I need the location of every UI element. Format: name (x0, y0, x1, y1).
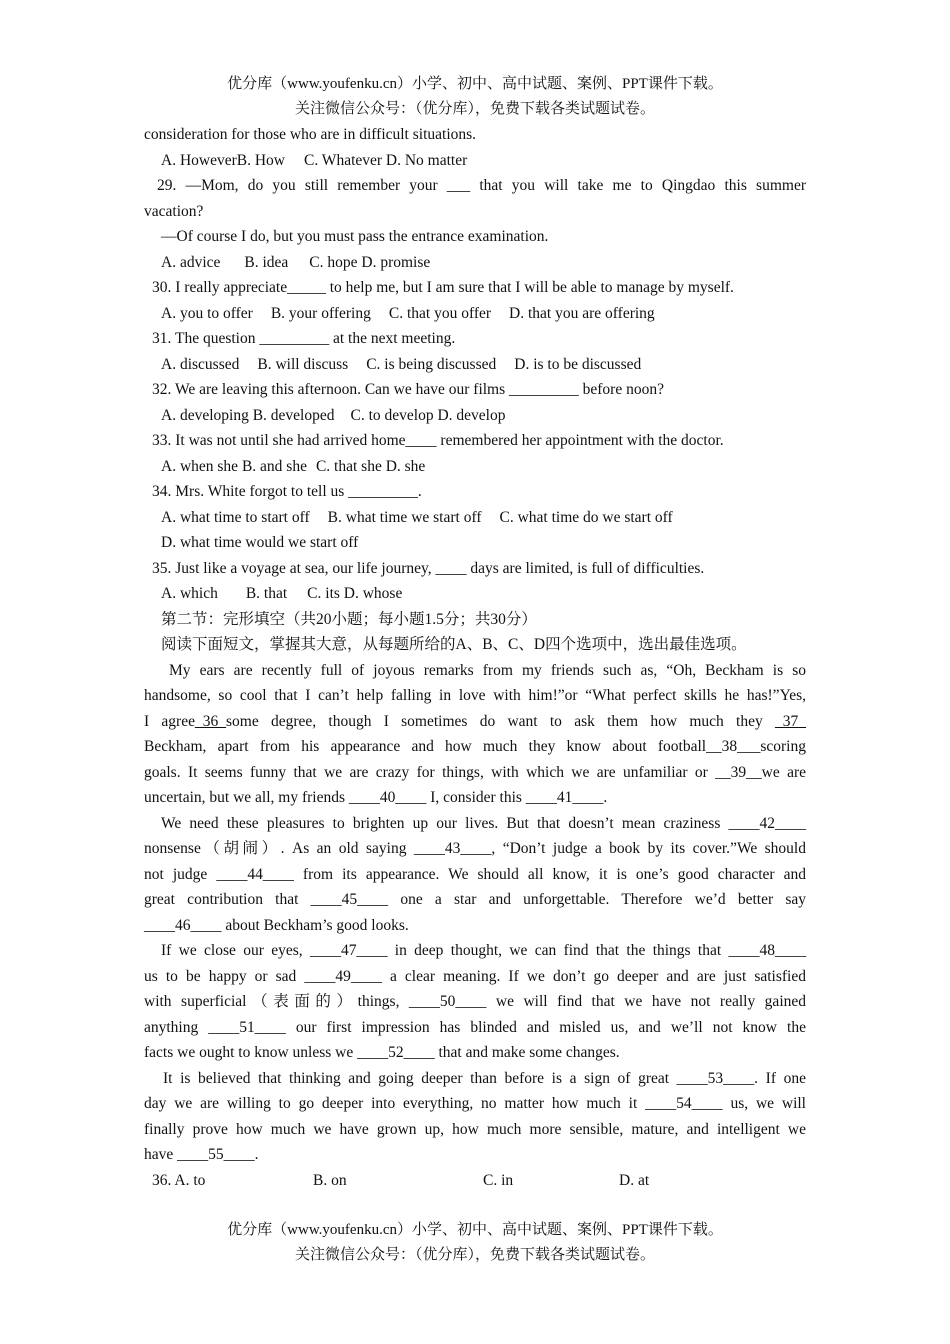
q30-stem: 30. I really appreciate_____ to help me, but I am sure that I will be able to manage by myself. (152, 279, 734, 296)
q35-option-c: C. its (307, 585, 340, 602)
q30-option-a: A. you to offer (161, 305, 253, 322)
passage-p2-line-4: great contribution that ____45____ one a star and unforgettable. Therefore we’d better say (144, 891, 806, 908)
q34-option-d: D. what time would we start off (161, 534, 359, 551)
passage-p4-line-2: day we are willing to go deeper into everything, no matter how much it ____54____ us, we will (144, 1095, 806, 1112)
q28-option-a: A. However (161, 152, 237, 169)
q30-option-c: C. that you offer (388, 305, 492, 322)
q33-option-b: B. and she (241, 458, 307, 475)
q32-option-a: A. developing (161, 407, 249, 424)
passage-p3-line-1: If we close our eyes, ____47____ in deep thought, we can find that the things that ____48____ (161, 942, 806, 959)
q34-option-b: B. what time we start off (327, 509, 482, 526)
q36-option-a: A. to (174, 1172, 206, 1189)
passage-p4-line-1: It is believed that thinking and going deeper than before is a sign of great ____53____. If one (163, 1070, 806, 1087)
q32-option-c: C. to develop (350, 407, 434, 424)
passage-p2-line-2: nonsense（胡闹）. As an old saying ____43____, “Don’t judge a book by its cover.”We should (144, 840, 806, 857)
q33-option-c: C. that she (315, 458, 382, 475)
q34-option-c: C. what time do we start off (499, 509, 673, 526)
q33-stem: 33. It was not until she had arrived home____ remembered her appointment with the doctor. (152, 432, 724, 449)
q29-stem-line-1: 29. —Mom, do you still remember your ___ that you will take me to Qingdao this summer (157, 177, 806, 194)
q28-option-b: B. How (236, 152, 285, 169)
q36-option-d: D. at (619, 1172, 650, 1189)
q36-option-b: B. on (313, 1172, 347, 1189)
section-instructions: 阅读下面短文，掌握其大意，从每题所给的A、B、C、D四个选项中，选出最佳选项。 (161, 636, 747, 653)
q34-options (161, 505, 823, 530)
q36-option-c: C. in (483, 1172, 514, 1189)
q31-option-d: D. is to be discussed (514, 356, 642, 373)
q28-option-d: D. No matter (385, 152, 468, 169)
passage-p4-line-4: have ____55____. (144, 1146, 259, 1163)
passage-p2-line-1: We need these pleasures to brighten up our lives. But that doesn’t mean craziness ____42____ (161, 815, 806, 832)
passage-p1-line-6: uncertain, but we all, my friends ____40____ I, consider this ____41____. (144, 789, 608, 806)
header-line-1: 优分库（www.youfenku.cn）小学、初中、高中试题、案例、PPT课件下载。 (227, 76, 723, 92)
q32-option-b: B. developed (252, 407, 335, 424)
q29-option-c: C. hope (309, 254, 358, 271)
passage-p4-line-3: finally prove how much we have grown up, how much more sensible, mature, and intelligent we (144, 1121, 806, 1138)
blank-37: _37_ (775, 713, 806, 730)
q31-option-b: B. will discuss (257, 356, 349, 373)
section-title: 第二节：完形填空（共20小题；每小题1.5分；共30分） (161, 611, 537, 628)
q31-option-a: A. discussed (161, 356, 240, 373)
q35-option-b: B. that (245, 585, 288, 602)
q28-continuation: consideration for those who are in difficult situations. (144, 126, 477, 143)
q35-option-a: A. which (161, 585, 218, 602)
passage-p2-line-5: ____46____ about Beckham’s good looks. (144, 917, 409, 934)
q29-option-a: A. advice (161, 254, 221, 271)
q34-option-a: A. what time to start off (161, 509, 310, 526)
passage-p2-line-3: not judge ____44____ from its appearance. We should all know, it is one’s good character and (144, 866, 806, 883)
passage-p1-line-1: My ears are recently full of joyous remarks from my friends such as, “Oh, Beckham is so (169, 662, 806, 679)
q29-options (161, 250, 823, 275)
footer-line-1: 优分库（www.youfenku.cn）小学、初中、高中试题、案例、PPT课件下载。 (227, 1222, 723, 1238)
q29-option-d: D. promise (361, 254, 431, 271)
q35-option-d: D. whose (343, 585, 403, 602)
q29-stem-line-2: vacation? (144, 203, 204, 220)
footer-line-2: 关注微信公众号：（优分库），免费下载各类试题试卷。 (294, 1247, 655, 1263)
passage-p3-line-5: facts we ought to know unless we ____52____ that and make some changes. (144, 1044, 620, 1061)
blank-36: _36_ (194, 713, 226, 730)
q32-option-d: D. develop (437, 407, 506, 424)
q30-options (161, 301, 823, 326)
q32-options (161, 403, 823, 428)
q28-options (161, 148, 823, 173)
q35-options (161, 581, 823, 606)
q34-stem: 34. Mrs. White forgot to tell us _________. (152, 483, 422, 500)
passage-p3-line-2: us to be happy or sad ____49____ a clear meaning. If we don’t go deeper and are just satisfied (144, 968, 806, 985)
q33-options (161, 454, 823, 479)
q31-stem: 31. The question _________ at the next meeting. (152, 330, 456, 347)
passage-p3-line-4: anything ____51____ our first impression has blinded and misled us, and we’ll not know the (144, 1019, 806, 1036)
q33-option-d: D. she (385, 458, 426, 475)
passage-p1-line-3: I agree_36_some degree, though I sometimes do want to ask them how much they _37_ (144, 713, 806, 730)
q31-option-c: C. is being discussed (366, 356, 497, 373)
passage-p1-line-4: Beckham, apart from his appearance and how much they know about football__38___scoring (144, 738, 806, 755)
q30-option-b: B. your offering (270, 305, 371, 322)
q28-option-c: C. Whatever (304, 152, 383, 169)
q36-number: 36. (152, 1172, 172, 1189)
passage-p3-line-3: with superficial（表面的）things, ____50____ we will find that we have not really gained (144, 993, 806, 1010)
q31-options (161, 352, 823, 377)
q30-option-d: D. that you are offering (509, 305, 655, 322)
header-line-2: 关注微信公众号：（优分库），免费下载各类试题试卷。 (294, 101, 655, 117)
passage-p1-line-5: goals. It seems funny that we are crazy for things, with which we are unfamiliar or __39__we are (144, 764, 806, 781)
q32-stem: 32. We are leaving this afternoon. Can we have our films _________ before noon? (152, 381, 664, 398)
q35-stem: 35. Just like a voyage at sea, our life journey, ____ days are limited, is full of difficulties. (152, 560, 705, 577)
q29-option-b: B. idea (244, 254, 289, 271)
passage-p1-line-2: handsome, so cool that I can’t help falling in love with him!”or “What perfect skills he has!”Yes, (144, 687, 806, 704)
q29-stem-line-3: —Of course I do, but you must pass the entrance examination. (161, 228, 549, 245)
q33-option-a: A. when she (161, 458, 239, 475)
